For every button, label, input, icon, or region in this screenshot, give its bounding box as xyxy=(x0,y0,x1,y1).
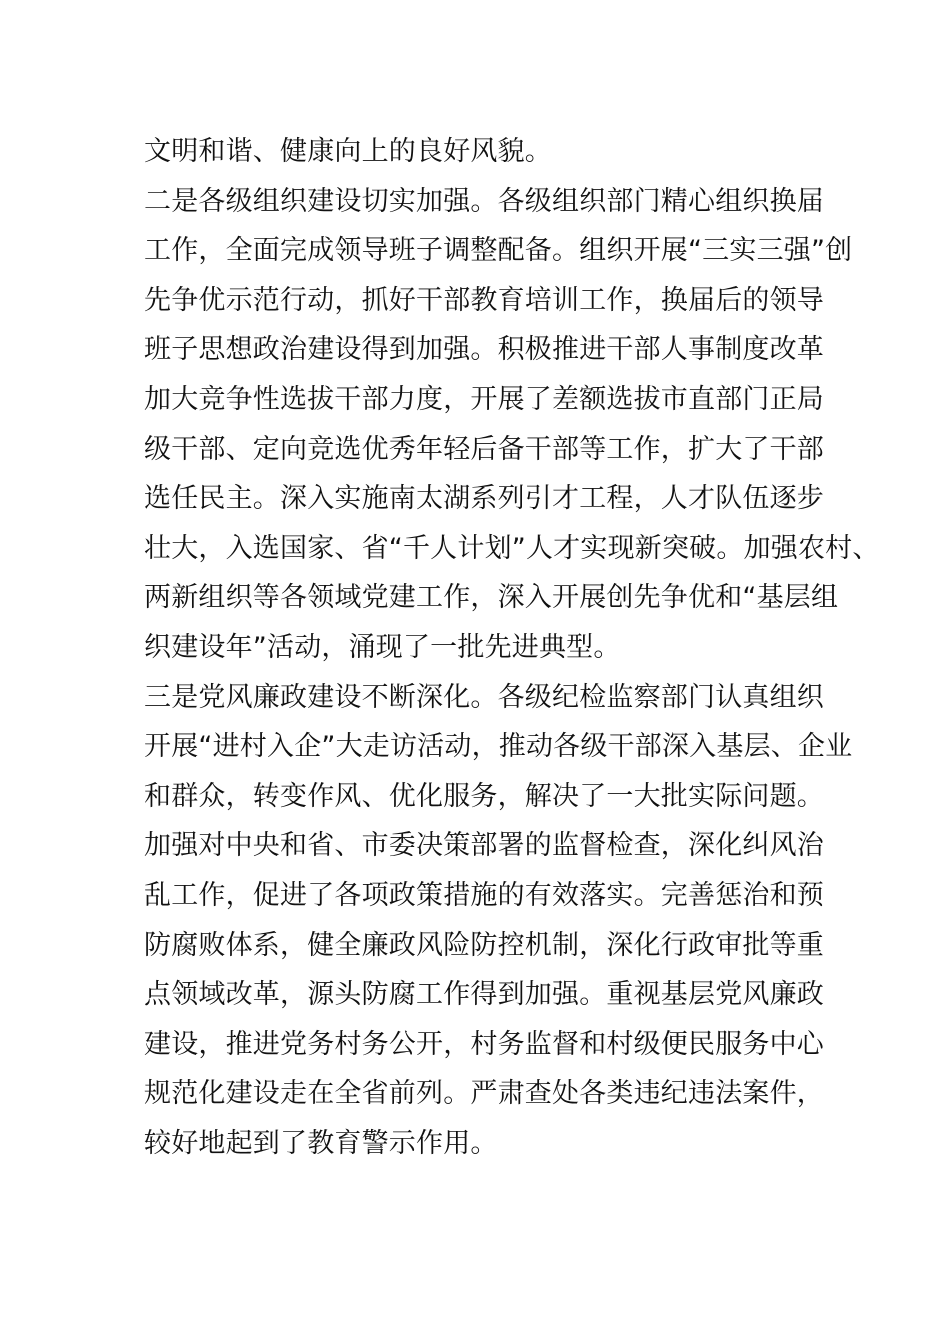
text-line: 规范化建设走在全省前列。严肃查处各类违纪违法案件， xyxy=(144,1078,824,1110)
body-text xyxy=(144,127,880,1168)
text-line: 织建设年”活动，涌现了一批先进典型。 xyxy=(144,631,621,663)
text-line: 两新组织等各领域党建工作，深入开展创先争优和“基层组 xyxy=(144,582,839,614)
text-line: 加大竞争性选拔干部力度，开展了差额选拔市直部门正局 xyxy=(144,383,824,415)
text-line: 班子思想政治建设得到加强。积极推进干部人事制度改革 xyxy=(144,334,824,366)
text-line: 和群众，转变作风、优化服务，解决了一大批实际问题。 xyxy=(144,780,824,812)
text-line: 先争优示范行动，抓好干部教育培训工作，换届后的领导 xyxy=(144,284,824,316)
text-line: 防腐败体系，健全廉政风险防控机制，深化行政审批等重 xyxy=(144,929,824,961)
text-line: 加强对中央和省、市委决策部署的监督检查，深化纠风治 xyxy=(144,830,824,862)
text-line: 文明和谐、健康向上的良好风貌。 xyxy=(144,136,552,167)
text-line: 较好地起到了教育警示作用。 xyxy=(144,1127,498,1159)
text-line: 三是党风廉政建设不断深化。各级纪检监察部门认真组织 xyxy=(144,681,824,713)
text-line: 建设，推进党务村务公开，村务监督和村级便民服务中心 xyxy=(144,1028,824,1060)
text-line: 开展“进村入企”大走访活动，推动各级干部深入基层、企业 xyxy=(144,731,853,763)
text-line: 选任民主。深入实施南太湖系列引才工程，人才队伍逐步 xyxy=(144,483,824,515)
text-line: 壮大，入选国家、省“千人计划”人才实现新突破。加强农村、 xyxy=(144,532,880,564)
text-line: 工作，全面完成领导班子调整配备。组织开展“三实三强”创 xyxy=(144,235,853,267)
text-line: 乱工作，促进了各项政策措施的有效落实。完善惩治和预 xyxy=(144,879,824,911)
text-line: 点领域改革，源头防腐工作得到加强。重视基层党风廉政 xyxy=(144,979,824,1011)
text-line: 级干部、定向竞选优秀年轻后备干部等工作，扩大了干部 xyxy=(144,433,824,465)
text-line: 二是各级组织建设切实加强。各级组织部门精心组织换届 xyxy=(144,185,824,217)
